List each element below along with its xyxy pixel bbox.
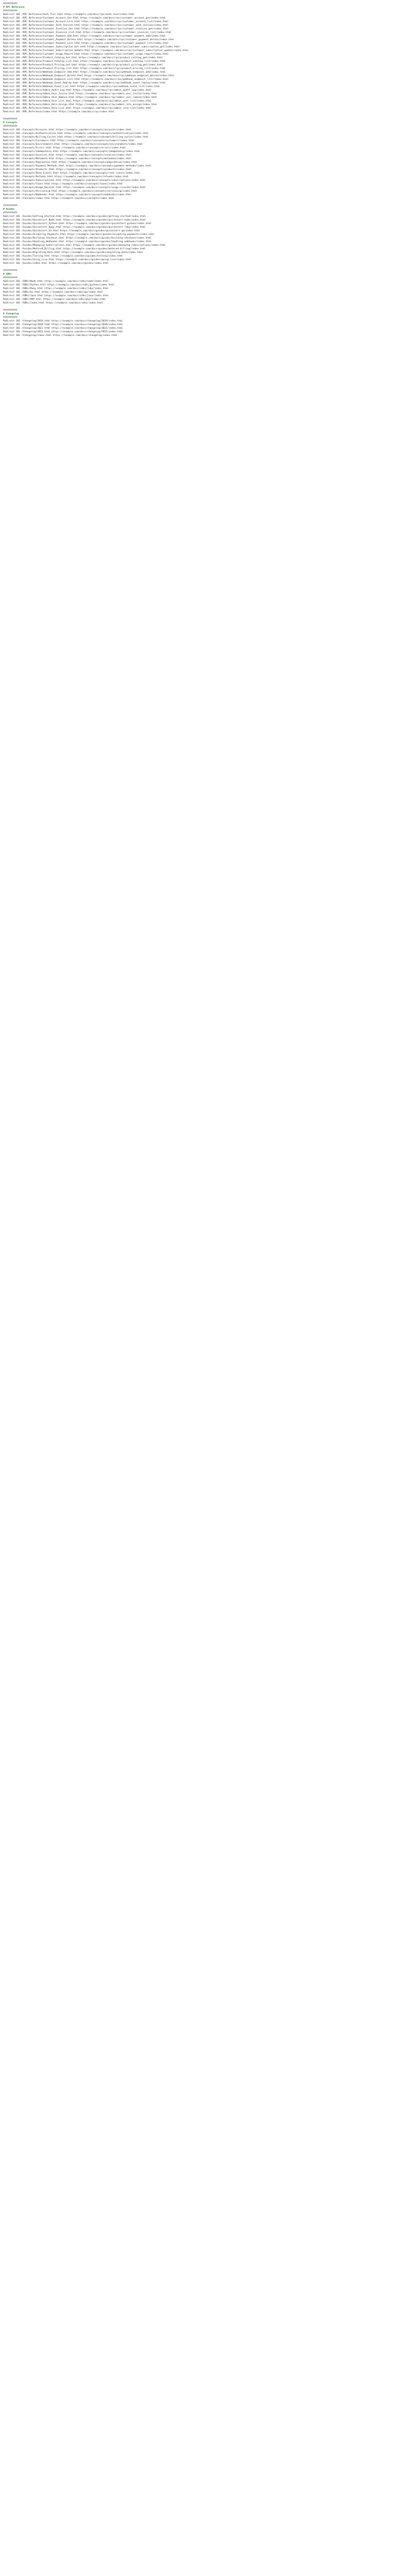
redirect-rule: Redirect 301 /Concepts/Errors.html https://example.com/docs/concepts/errors/index.html [3, 147, 126, 149]
blank-line [3, 265, 393, 269]
redirect-rule: Redirect 301 /Guides/Handling_Webhooks.html https://example.com/docs/guides/handling-webhooks/index.html [3, 241, 152, 243]
section-heading: # Changelog [3, 313, 19, 315]
redirect-rule: Redirect 301 /RPC_Reference/Customer_Invoices_Get.html https://example.com/docs/rpc/customer_invoices_get/index.html [3, 28, 169, 30]
redirect-rule: Redirect 301 /Guides/Migrating_Data.html https://example.com/docs/guides/migrating-data/index.html [3, 251, 143, 254]
section-separator: ########## [3, 316, 18, 319]
redirect-rule: Redirect 301 /RPC_Reference/Admin_User_Remove.html https://example.com/docs/rpc/admin_user_remove/index.html [3, 96, 157, 99]
section-separator: ########## [3, 277, 18, 279]
redirect-rule: Redirect 301 /Changelog/index.html https://example.com/docs/changelog/index.html [3, 334, 118, 337]
redirect-rule: Redirect 301 /Changelog/2021.html https://example.com/docs/changelog/2021/index.html [3, 327, 123, 330]
section-heading: # RPC Reference [3, 6, 25, 9]
redirect-rule: Redirect 301 /RPC_Reference/Admin_User_Invite.html https://example.com/docs/rpc/admin_user_invite/index.html [3, 93, 157, 95]
redirect-rule: Redirect 301 /Concepts/Pagination.html https://example.com/docs/concepts/pagination/index.html [3, 161, 137, 164]
redirect-rule: Redirect 301 /SDKs/Go.html https://example.com/docs/sdks/go/index.html [3, 291, 103, 294]
redirect-rule: Redirect 301 /RPC_Reference/Webhook_Event_List.html https://example.com/docs/rpc/webhook_event_list/index.html [3, 86, 160, 88]
redirect-rule: Redirect 301 /Guides/index.html https://example.com/docs/guides/index.html [3, 262, 109, 265]
redirect-rule: Redirect 301 /RPC_Reference/Customer_Subscription_Update.html https://example.com/docs/rpc/customer_subscription_update/index.html [3, 49, 189, 52]
section-separator: ########## [3, 309, 18, 312]
blank-line [3, 337, 393, 341]
redirect-rule: Redirect 301 /Guides/Quickstart_Ruby.html https://example.com/docs/guides/quickstart-ruby/index.html [3, 226, 146, 229]
blank-line [3, 200, 393, 204]
redirect-rule: Redirect 301 /Guides/Building_Checkout.html https://example.com/docs/guides/building-checkout/index.html [3, 237, 152, 240]
redirect-rule: Redirect 301 /RPC_Reference/Customer_Auth_Session.html https://example.com/docs/rpc/customer_auth_session/index.html [3, 24, 169, 27]
redirect-rule: Redirect 301 /Guides/Managing_Subscriptions.html https://example.com/docs/guides/managing-subscriptions/index.html [3, 244, 166, 247]
redirect-rule: Redirect 301 /RPC_Reference/Product_Pricing_List.html https://example.com/docs/rpc/product_pricing_list/index.html [3, 67, 166, 70]
redirect-rule: Redirect 301 /Changelog/2020.html https://example.com/docs/changelog/2020/index.html [3, 324, 123, 326]
blank-line [3, 114, 393, 117]
redirect-rule: Redirect 301 /Guides/Going_Live.html https://example.com/docs/guides/going-live/index.html [3, 259, 131, 261]
redirect-rule: Redirect 301 /Concepts/Usage_Records.html https://example.com/docs/concepts/usage-records/index.html [3, 187, 146, 189]
redirect-rule: Redirect 301 /Concepts/Authentication.html https://example.com/docs/concepts/authentication/index.html [3, 132, 149, 135]
redirect-rule: Redirect 301 /RPC_Reference/Product_Pricing_Get.html https://example.com/docs/rpc/product_pricing_get/index.html [3, 64, 163, 66]
redirect-rule: Redirect 301 /SDKs/PHP.html https://example.com/docs/sdks/php/index.html [3, 298, 106, 301]
redirect-rule: Redirect 301 /RPC_Reference/Customer_Account_List.html https://example.com/docs/rpc/customer_account_list/index.html [3, 21, 169, 23]
redirect-rule: Redirect 301 /Guides/Accepting_Payments.html https://example.com/docs/guides/accepting-payments/index.html [3, 233, 155, 236]
redirect-rule: Redirect 301 /RPC_Reference/Webhook_Endpoint_Add.html https://example.com/docs/rpc/webhook_endpoint_add/index.html [3, 71, 166, 74]
redirect-rule: Redirect 301 /Concepts/Metadata.html https://example.com/docs/concepts/metadata/index.html [3, 158, 131, 160]
section-separator: ########## [3, 118, 18, 121]
redirect-rule: Redirect 301 /RPC_Reference/Customer_Account_Get.html https://example.com/docs/rpc/customer_account_get/index.html [3, 17, 166, 20]
redirect-rule: Redirect 301 /RPC_Reference/Product_Catalog_Get.html https://example.com/docs/rpc/product_catalog_get/index.html [3, 57, 163, 59]
redirect-rule: Redirect 301 /Concepts/Products.html https://example.com/docs/concepts/products/index.html [3, 168, 131, 171]
redirect-rule: Redirect 301 /RPC_Reference/index.html https://example.com/docs/rpc/index.html [3, 111, 114, 113]
redirect-rule: Redirect 301 /Concepts/index.html https://example.com/docs/concepts/index.html [3, 197, 114, 200]
redirect-rule: Redirect 301 /Guides/Metered_Billing.html https://example.com/docs/guides/metered-billing/index.html [3, 248, 146, 250]
section-heading: # Guides [3, 208, 15, 211]
redirect-rule: Redirect 301 /Concepts/Refunds.html https://example.com/docs/concepts/refunds/index.html [3, 176, 129, 178]
redirect-rule: Redirect 301 /Concepts/Webhooks.html https://example.com/docs/concepts/webhooks/index.html [3, 194, 131, 196]
redirect-rule: Redirect 301 /Concepts/Rate_Limits.html https://example.com/docs/concepts/rate-limits/index.html [3, 172, 140, 175]
redirect-rule: Redirect 301 /RPC_Reference/Customer_Invoices_List.html https://example.com/docs/rpc/customer_invoices_list/index.html [3, 31, 172, 34]
redirect-rule: Redirect 301 /RPC_Reference/Admin_Role_Assign.html https://example.com/docs/rpc/admin_role_assign/index.html [3, 104, 157, 106]
section-separator: ########## [3, 212, 18, 214]
redirect-config-document [0, 0, 396, 343]
redirect-rule: Redirect 301 /RPC_Reference/Webhook_Event_Replay.html https://example.com/docs/rpc/webhook_event_replay/index.html [3, 82, 166, 84]
redirect-rule: Redirect 301 /Changelog/2019.html https://example.com/docs/changelog/2019/index.html [3, 320, 123, 323]
section-heading: # Concepts [3, 122, 18, 124]
redirect-rule: Redirect 301 /RPC_Reference/Admin_Role_List.html https://example.com/docs/rpc/admin_role_list/index.html [3, 107, 152, 110]
redirect-rule: Redirect 301 /Concepts/Payment_Methods.html https://example.com/docs/concepts/payment-methods/index.html [3, 165, 152, 167]
redirect-rule: Redirect 301 /RPC_Reference/Admin_Audit_Log.html https://example.com/docs/rpc/admin_audit_log/index.html [3, 89, 152, 92]
redirect-rule: Redirect 301 /RPC_Reference/Customer_Payment_Add.html https://example.com/docs/rpc/customer_payment_add/index.html [3, 35, 166, 38]
redirect-rule: Redirect 301 /RPC_Reference/Webhook_Endpoint_Delete.html https://example.com/docs/rpc/webhook_endpoint_delete/index.html [3, 75, 174, 77]
redirect-rule: Redirect 301 /Guides/Getting_Started.html https://example.com/docs/guides/getting-started/index.html [3, 215, 146, 218]
section-separator: ########## [3, 10, 18, 12]
redirect-rule: Redirect 301 /RPC_Reference/Customer_Subscription_Get.html https://example.com/docs/rpc/customer_subscription_get/index.html [3, 46, 180, 48]
blank-line [3, 305, 393, 309]
section-separator: ########## [3, 269, 18, 272]
redirect-rule: Redirect 301 /Concepts/Subscriptions.html https://example.com/docs/concepts/subscriptions/index.html [3, 179, 146, 182]
section-separator: ########## [3, 3, 18, 5]
redirect-rule: Redirect 301 /RPC_Reference/Customer_Usage_Report.html https://example.com/docs/rpc/customer_usage_report/index.html [3, 53, 169, 56]
redirect-rule: Redirect 301 /Concepts/Invoices.html https://example.com/docs/concepts/invoices/index.html [3, 154, 131, 157]
redirect-rule: Redirect 301 /Concepts/Accounts.html https://example.com/docs/concepts/accounts/index.html [3, 129, 131, 131]
redirect-rule: Redirect 301 /Concepts/Environments.html https://example.com/docs/concepts/environments/index.html [3, 143, 143, 146]
redirect-rule: Redirect 301 /SDKs/Ruby.html https://example.com/docs/sdks/ruby/index.html [3, 287, 109, 290]
section-separator: ########## [3, 125, 18, 128]
redirect-rule: Redirect 301 /RPC_Reference/Customer_Payment_Delete.html https://example.com/docs/rpc/customer_payment_delete/index.html [3, 39, 174, 41]
redirect-rule: Redirect 301 /RPC_Reference/Auth_Test.html https://example.com/docs/rpc/auth_test/index.html [3, 13, 135, 16]
redirect-rule: Redirect 301 /SDKs/Java.html https://example.com/docs/sdks/java/index.html [3, 295, 109, 297]
redirect-rule: Redirect 301 /Concepts/Customers.html https://example.com/docs/concepts/customers/index.html [3, 140, 135, 142]
redirect-rule: Redirect 301 /Guides/Quickstart_Go.html https://example.com/docs/guides/quickstart-go/index.html [3, 230, 140, 232]
redirect-rule: Redirect 301 /RPC_Reference/Webhook_Endpoint_List.html https://example.com/docs/rpc/webhook_endpoint_list/index.html [3, 78, 169, 81]
section-separator: ########## [3, 205, 18, 207]
redirect-rule: Redirect 301 /RPC_Reference/Admin_User_List.html https://example.com/docs/rpc/admin_user_list/index.html [3, 100, 152, 103]
redirect-rule: Redirect 301 /Concepts/Versioning.html https://example.com/docs/concepts/versioning/index.html [3, 190, 137, 193]
section-heading: # SDKs [3, 273, 12, 276]
redirect-rule: Redirect 301 /Concepts/Idempotency.html https://example.com/docs/concepts/idempotency/index.html [3, 150, 140, 153]
redirect-rule: Redirect 301 /Changelog/2022.html https://example.com/docs/changelog/2022/index.html [3, 331, 123, 333]
redirect-rule: Redirect 301 /Concepts/Billing_Cycles.html https://example.com/docs/concepts/billing-cycles/index.html [3, 136, 149, 139]
redirect-rule: Redirect 301 /Guides/Quickstart_Python.html https://example.com/docs/guides/quickstart-python/index.html [3, 223, 152, 225]
redirect-rule: Redirect 301 /Concepts/Taxes.html https://example.com/docs/concepts/taxes/index.html [3, 183, 123, 185]
redirect-rule: Redirect 301 /RPC_Reference/Customer_Payment_List.html https://example.com/docs/rpc/customer_payment_list/index.html [3, 42, 169, 45]
redirect-rule: Redirect 301 /SDKs/Node.html https://example.com/docs/sdks/node/index.html [3, 280, 109, 283]
redirect-rule: Redirect 301 /SDKs/index.html https://example.com/docs/sdks/index.html [3, 302, 103, 304]
redirect-rule: Redirect 301 /RPC_Reference/Product_Catalog_List.html https://example.com/docs/rpc/product_catalog_list/index.html [3, 60, 166, 63]
redirect-rule: Redirect 301 /Guides/Quickstart_Node.html https://example.com/docs/guides/quickstart-node/index.html [3, 219, 146, 222]
redirect-rule: Redirect 301 /SDKs/Python.html https://example.com/docs/sdks/python/index.html [3, 284, 114, 286]
redirect-rule: Redirect 301 /Guides/Testing.html https://example.com/docs/guides/testing/index.html [3, 255, 123, 258]
